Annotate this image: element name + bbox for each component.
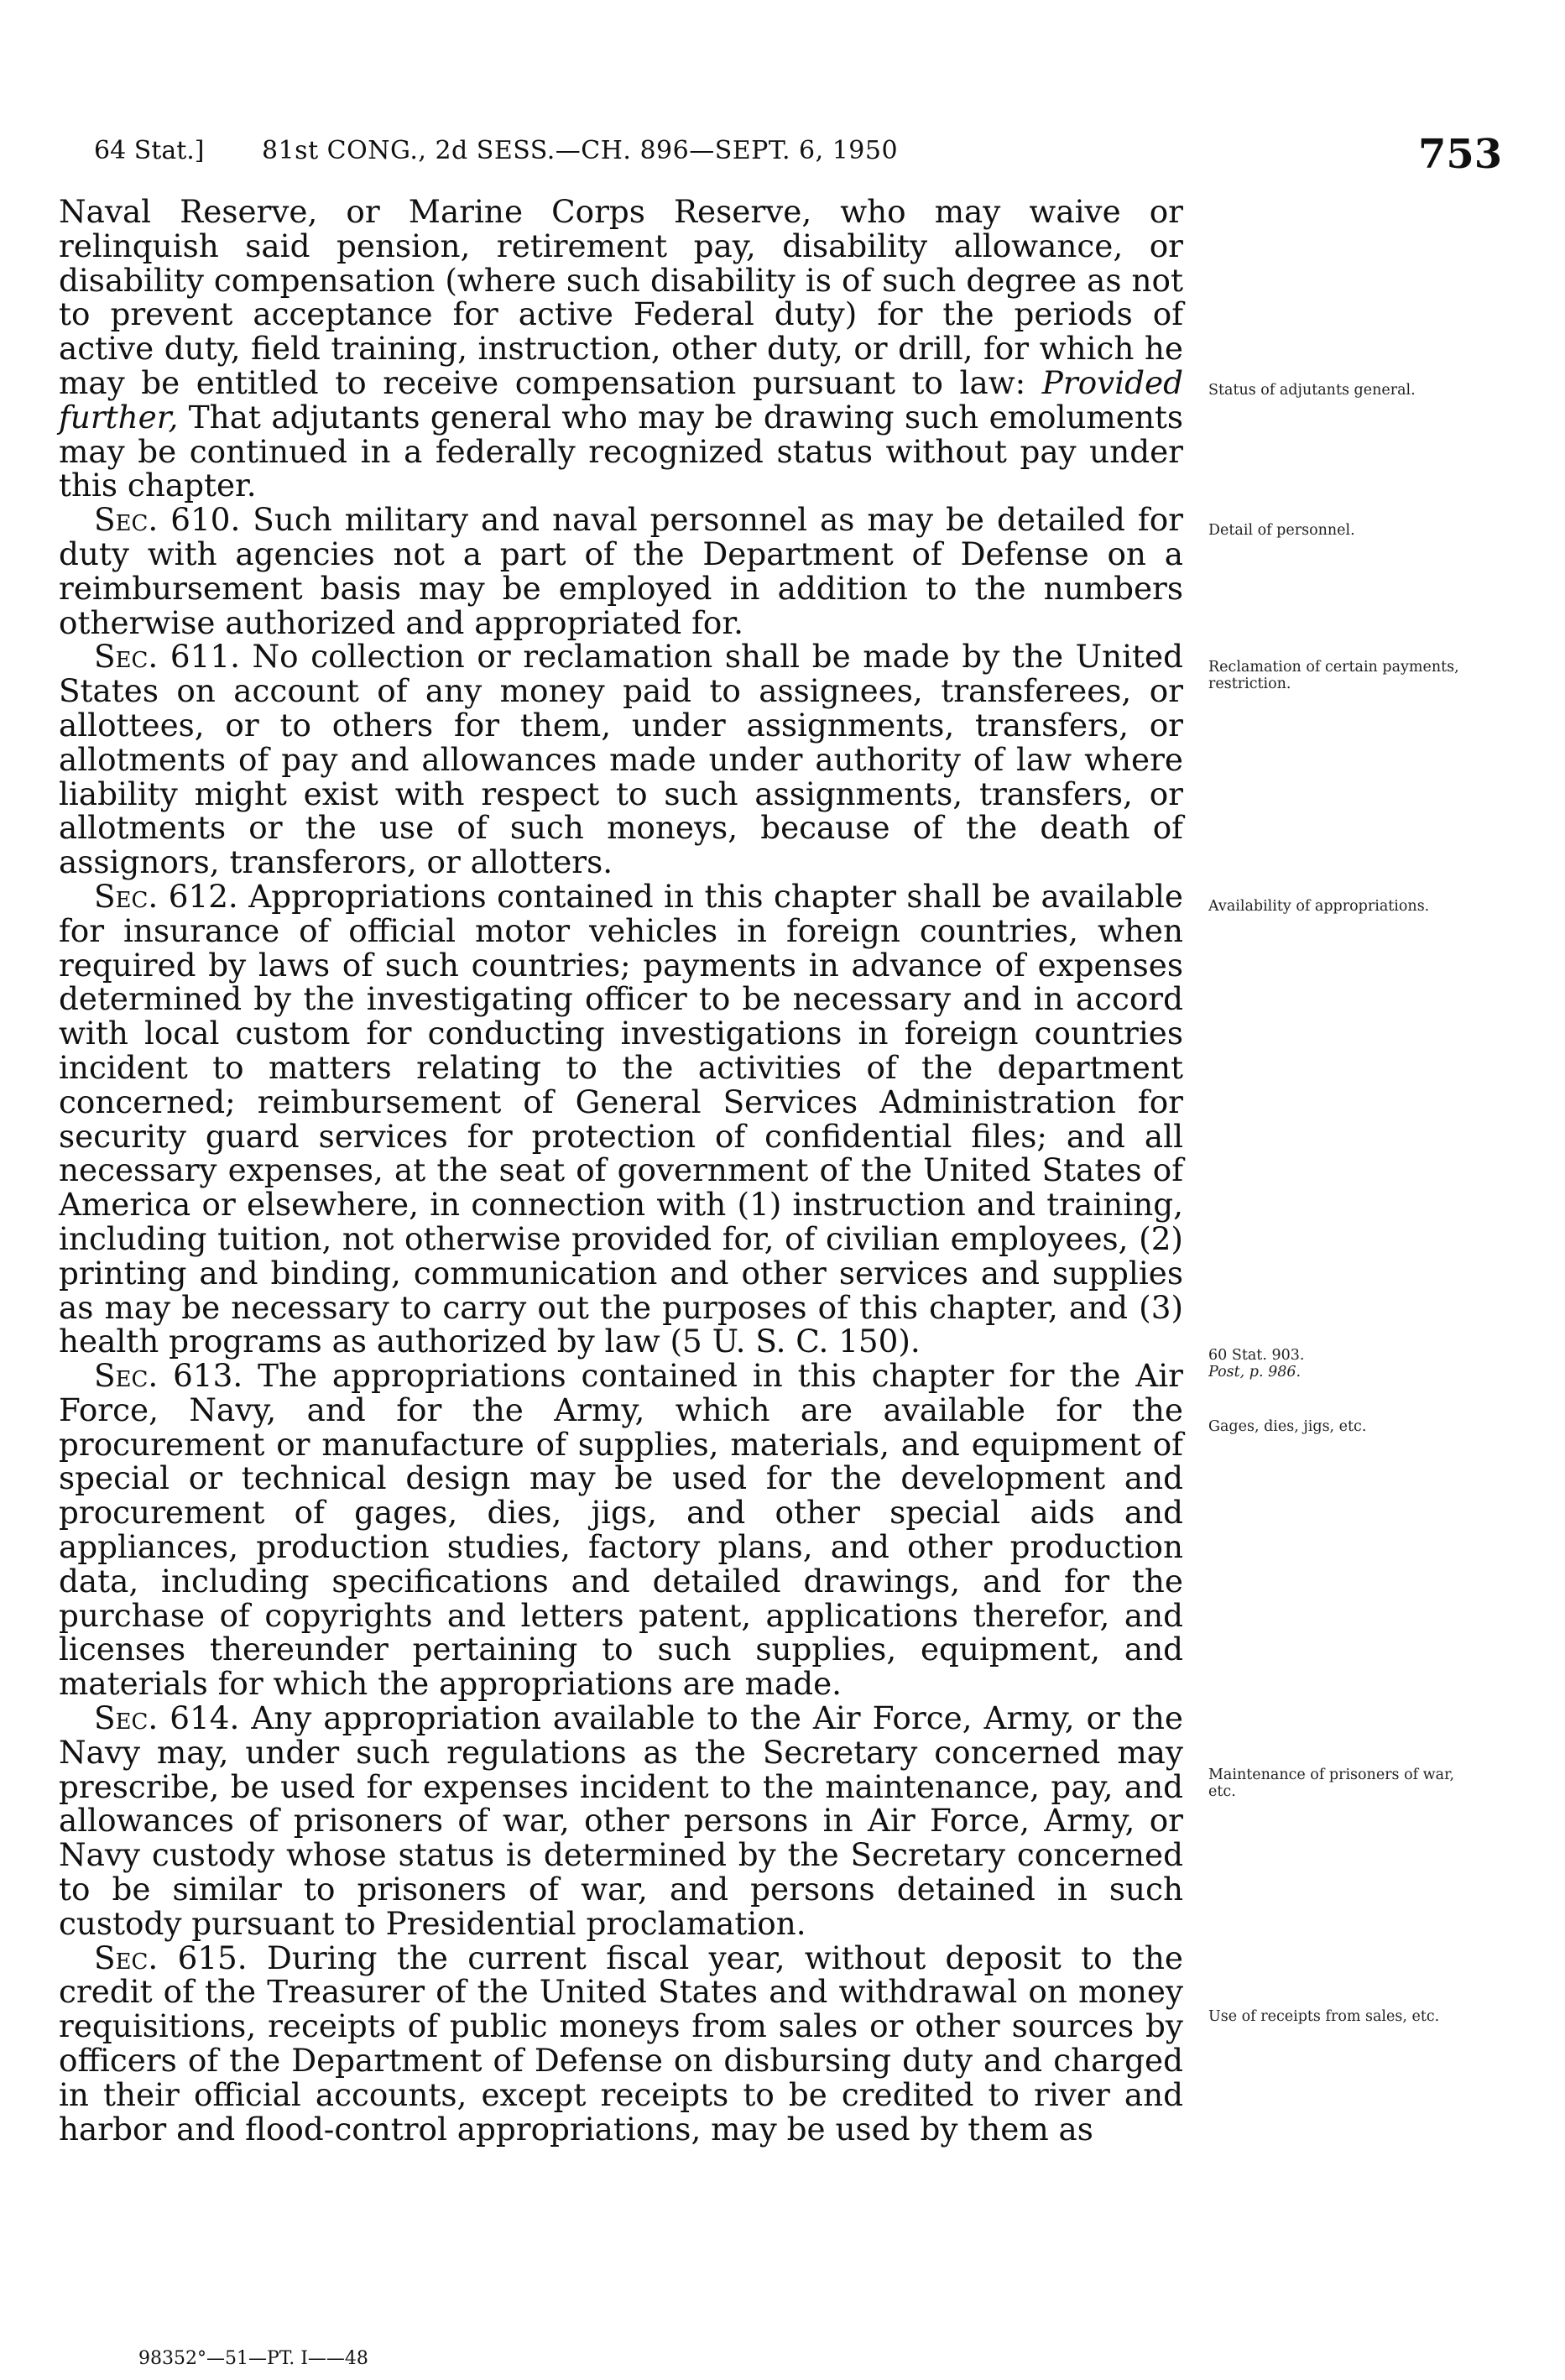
paragraph-text: Naval Reserve, or Marine Corps Reserve, who may waive or relinquish said pension, retirement pay, disability allowance, or disability compensation (where such disability is of such degree as not to prevent acceptance for active Federal duty) for the periods of active duty, field training, instruction, other duty, or drill, for which he may be entitled to receive compensation pursuant to law: <box>59 193 1183 401</box>
section-611 <box>59 639 1183 879</box>
paragraph-continuation <box>59 195 1183 503</box>
paragraph-text: No collection or reclamation shall be made by the United States on account of any money paid to assignees, transferees, or allottees, or to others for them, under assignments, transfers, or allotments of pay and allowances made under authority of law where liability might exist with respect to such assignments, transfers, or allotments or the use of such moneys, because of the death of assignors, transferors, or allotters. <box>59 638 1183 881</box>
margin-note-prisoners: Maintenance of prisoners of war, etc. <box>1208 1767 1455 1800</box>
section-number: Sec. 614. <box>94 1699 240 1737</box>
paragraph-tail: That adjutants general who may be drawing such emoluments may be continued in a federally recognized status without pay under this chapter. <box>59 398 1183 504</box>
section-614 <box>59 1701 1183 1941</box>
section-number: Sec. 611. <box>94 638 240 676</box>
paragraph-text: During the current fiscal year, without deposit to the credit of the Treasurer of the United States and withdrawal on money requisitions, receipts of public moneys from sales or other sources by officers of the Department of Defense on disbursing duty and charged in their official accounts, except receipts to be credited to river and harbor and flood-control appropriations, may be used by them as <box>59 1939 1183 2148</box>
section-number: Sec. 610. <box>94 501 241 539</box>
margin-note-post: Post, p. 986. <box>1208 1364 1302 1381</box>
section-number: Sec. 612. <box>94 877 238 915</box>
margin-note-detail: Detail of personnel. <box>1208 522 1355 539</box>
statute-volume-ref: 64 Stat.] <box>94 136 205 165</box>
margin-note-receipts: Use of receipts from sales, etc. <box>1208 2008 1440 2025</box>
running-head: 81st CONG., 2d SESS.—CH. 896—SEPT. 6, 1950 <box>262 136 899 165</box>
paragraph-text: The appropriations contained in this chapter for the Air Force, Navy, and for the Army, which are available for the procurement or manufacture of supplies, materials, and equipment of special or technical design may be used for the development and procurement of gages, dies, jigs, and other special aids and appliances, production studies, factory plans, and other production data, including specifications and detailed drawings, and for the purchase of copyrights and letters patent, applications therefor, and licenses thereunder pertaining to such supplies, equipment, and materials for which the appropriations are made. <box>59 1357 1183 1703</box>
paragraph-text: Appropriations contained in this chapter shall be available for insurance of official motor vehicles in foreign countries, when required by laws of such countries; payments in advance of expenses determined by the investigating officer to be necessary and in accord with local custom for conducting investigations in foreign countries incident to matters relating to the activities of the department concerned; reimbursement of General Services Administration for security guard services for protection of confidential files; and all necessary expenses, at the seat of government of the United States of America or elsewhere, in connection with (1) instruction and training, including tuition, not otherwise provided for, of civilian employees, (2) printing and binding, communication and other services and supplies as may be necessary to carry out the purposes of this chapter, and (3) health programs as authorized by law (5 U. S. C. 150). <box>59 877 1183 1360</box>
section-number: Sec. 615. <box>94 1939 248 1976</box>
margin-note-reclamation: Reclamation of certain payments, restriction. <box>1208 659 1459 692</box>
paragraph-text: Any appropriation available to the Air Force, Army, or the Navy may, under such regulations as the Secretary concerned may prescribe, be used for expenses incident to the maintenance, pay, and allowances of prisoners of war, other persons in Air Force, Army, or Navy custody whose status is determined by the Secretary concerned to be similar to prisoners of war, and persons detained in such custody pursuant to Presidential proclamation. <box>59 1699 1183 1942</box>
proviso-italic: Provided further, <box>59 363 1183 436</box>
margin-note-gages: Gages, dies, jigs, etc. <box>1208 1418 1367 1435</box>
section-615 <box>59 1941 1183 2147</box>
print-code: 98352°—51—PT. I——48 <box>138 2348 368 2369</box>
body-text <box>59 195 1183 2146</box>
margin-note-stat: 60 Stat. 903. <box>1208 1347 1305 1364</box>
section-number: Sec. 613. <box>94 1357 243 1395</box>
section-612 <box>59 879 1183 1359</box>
section-613 <box>59 1359 1183 1701</box>
margin-note-adjutants: Status of adjutants general. <box>1208 382 1416 399</box>
margin-note-citation <box>1208 1347 1460 1381</box>
section-610 <box>59 503 1183 639</box>
page-number: 753 <box>1418 131 1503 178</box>
margin-note-availability: Availability of appropriations. <box>1208 898 1430 915</box>
paragraph-text: Such military and naval personnel as may be detailed for duty with agencies not a part of the Department of Defense on a reimbursement basis may be employed in addition to the numbers otherwise authorized and appropriated for. <box>59 501 1183 641</box>
